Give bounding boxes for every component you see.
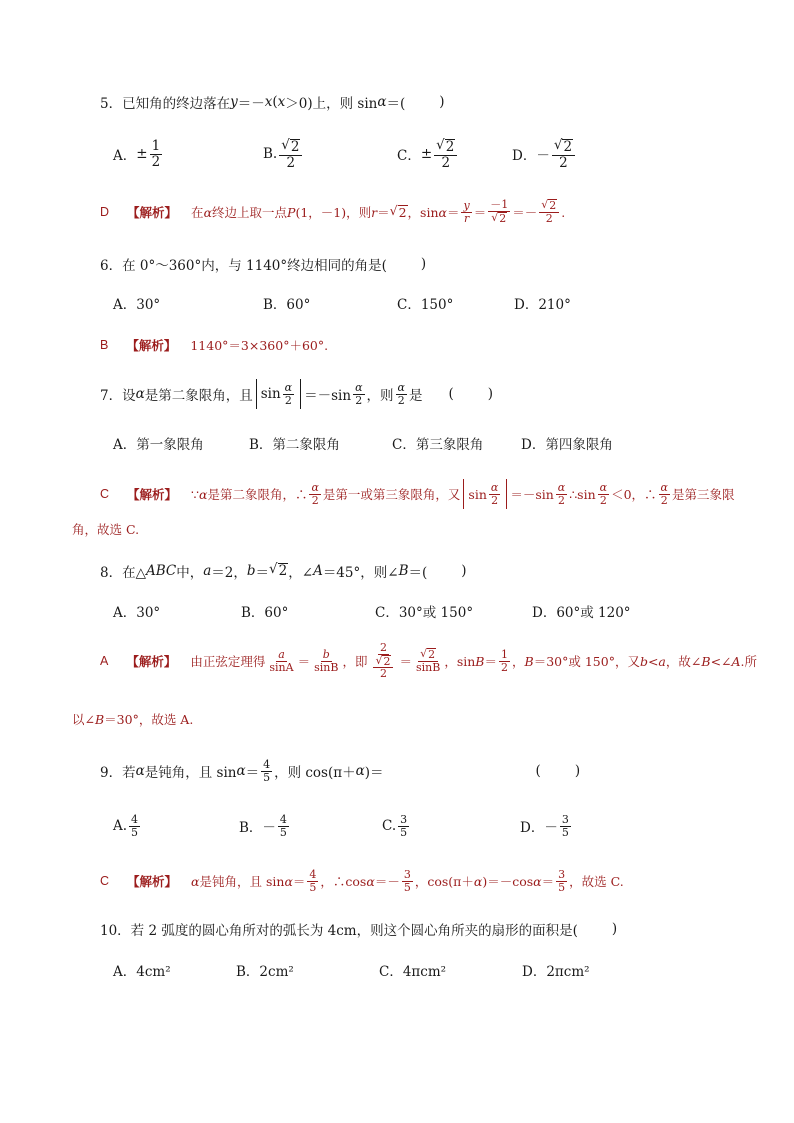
q7-explanation-cont: 角，故选 C. — [72, 522, 140, 537]
q7-option-d: D．第四象限角 — [521, 437, 613, 453]
q9-options — [0, 806, 794, 846]
q5-option-d: D． － √ 2 2 — [512, 134, 577, 174]
q5-stem: 5．已知角的终边落在 y ＝－ x ( x ＞0)上，则 sin α ＝( ) — [100, 94, 445, 112]
q5-option-b: B. √ 2 2 — [263, 134, 304, 174]
q6-option-c: C．150° — [397, 297, 454, 313]
q9-option-c: C. $\frac{3}{5}$ — [382, 812, 408, 839]
q8-option-d: D．60°或 120° — [532, 605, 631, 621]
q6-explanation: B 【解析】 1140°＝3×360°＋60°. — [100, 338, 329, 353]
q7-options — [0, 423, 794, 463]
q10-stem: 10．若 2 弧度的圆心角所对的弧长为 4cm，则这个圆心角所夹的扇形的面积是( ) — [100, 921, 618, 939]
q7-option-c: C．第三象限角 — [392, 437, 484, 453]
q7-option-a: A．第一象限角 — [113, 437, 204, 453]
q9-option-d: D．－ $\frac{3}{5}$ — [520, 812, 569, 839]
q7-explanation: C 【解析】 ∵ α 是第二象限角，∴ $\frac{\alpha}{2}$ 是第一或第三象限角，又 sin $\frac{\alpha}{2}$ ＝－sin $\frac{\alpha}{2}$ ∴sin $\frac{\alpha}{2}$ ＜0，∴ $\frac{\alpha}{2}$ 是第三象限 — [100, 477, 735, 511]
q5-option-c: C． ± √ 2 2 — [397, 134, 459, 174]
q10-option-d: D．2πcm² — [522, 964, 590, 980]
q5-explanation: D 【解析】 在 α 终边上取一点 P (1，－1)，则 r ＝ √ 2 ，sin α ＝ $\frac{y}{r}$ ＝ －1 √ 2 ＝－ √ 2 2 . — [100, 198, 566, 225]
q6-stem: 6．在 0°～360°内，与 1140°终边相同的角是( ) — [100, 256, 427, 274]
q8-option-c: C．30°或 150° — [375, 605, 474, 621]
q10-option-b: B．2cm² — [236, 964, 294, 980]
q8-stem: 8．在△ ABC 中， a ＝2， b ＝ √ 2 ，∠ A ＝45°，则∠ B ＝( ) — [100, 561, 467, 581]
q8-explanation-cont: 以∠ B ＝30°，故选 A. — [72, 711, 194, 727]
q10-options — [0, 950, 794, 990]
q10-option-a: A．4cm² — [113, 964, 171, 980]
q6-option-b: B．60° — [263, 297, 311, 313]
q9-option-b: B．－ $\frac{4}{5}$ — [239, 812, 287, 839]
q7-stem: 7．设 α 是第二象限角，且 sin $\frac{\alpha}{2}$ ＝－sin $\frac{\alpha}{2}$ ，则 $\frac{\alpha}{2}$ 是 ( ) — [100, 378, 493, 410]
q5-option-a: A． ± $\frac{1}{2}$ — [113, 138, 161, 170]
q8-option-a: A．30° — [113, 605, 161, 621]
q6-options — [0, 283, 794, 323]
q9-explanation: C 【解析】 α 是钝角，且 sin α ＝ $\frac{4}{5}$ ，∴cos α ＝－ $\frac{3}{5}$ ，cos(π＋ α )＝－cos α ＝ $\frac{3}{5}$ ，故选 C. — [100, 867, 624, 894]
q6-option-a: A．30° — [113, 297, 161, 313]
q9-stem: 9．若 α 是钝角，且 sin α ＝ $\frac{4}{5}$ ，则 cos(π＋ α )＝ ( ) — [100, 757, 581, 784]
q7-option-b: B．第二象限角 — [249, 437, 340, 453]
q6-option-d: D．210° — [514, 297, 571, 313]
q10-option-c: C．4πcm² — [379, 964, 447, 980]
q9-option-a: A. $\frac{4}{5}$ — [113, 812, 139, 839]
q8-option-b: B．60° — [241, 605, 289, 621]
q8-options — [0, 591, 794, 631]
q8-explanation: A 【解析】 由正弦定理得 $\frac{a}{\sin A}$ ＝ $\frac{b}{\sin B}$ ，即 2 √ 2 2 ＝ √ 2 sinB ，sin B ＝ $\frac{1}{2}$ ， B ＝30°或 150°，又 b<a ，故∠ B <∠ A .所 — [100, 641, 758, 681]
q5-options — [0, 134, 794, 174]
